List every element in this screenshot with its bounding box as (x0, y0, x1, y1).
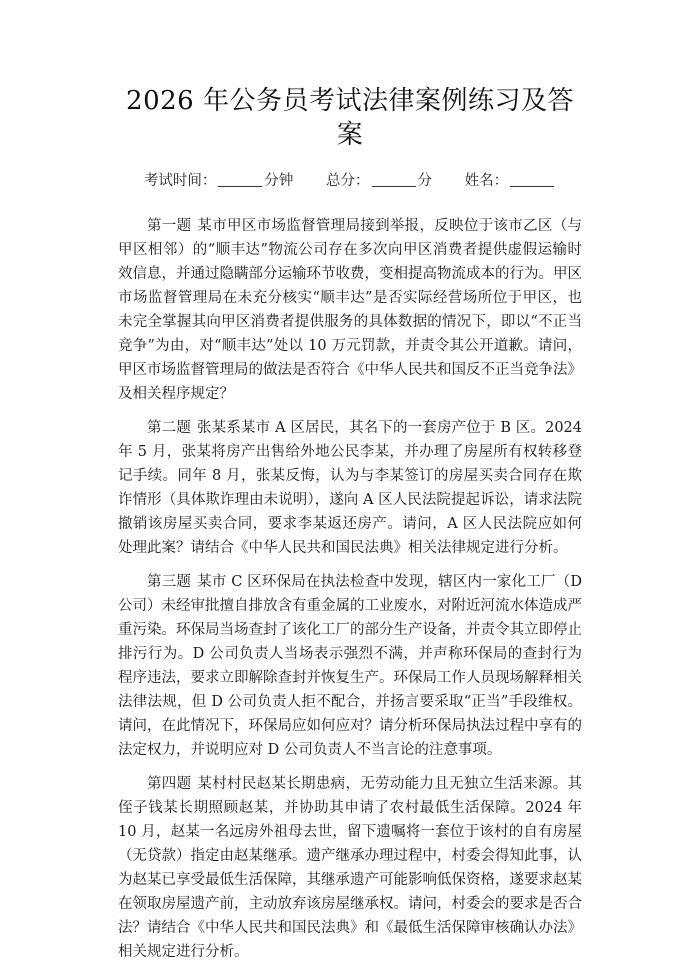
exam-time-field (144, 170, 294, 192)
question-number: 第二题 (147, 420, 191, 436)
question-1 (118, 214, 582, 406)
name-label: 姓名： (464, 173, 509, 189)
name-blank (510, 172, 554, 187)
total-score-label: 总分： (326, 173, 370, 189)
exam-time-label: 考试时间： (143, 173, 217, 189)
total-score-blank (372, 172, 416, 187)
question-2 (118, 416, 582, 560)
question-number: 第四题 (147, 776, 192, 792)
name-field (465, 170, 557, 192)
question-list (118, 214, 582, 964)
question-text: 张某系某市 A 区居民，其名下的一套房产位于 B 区。2024 年 5 月，张某将房产出售给外地公民李某，并办理了房屋所有权转移登记手续。同年 8 月，张某反悔，认为与李某签订的房屋买卖合同存在欺诈情形（具体欺诈理由未说明），遂向 A 区人民法院提起诉讼，请求法院撤销该房屋买卖合同，要求李某返还房产。请问，A 区人民法院应如何处理此案？请结合《中华人民共和国民法典》相关法律规定进行分析。 (118, 420, 583, 556)
exam-time-blank (218, 172, 262, 187)
document-title: 2026 年公务员考试法律案例练习及答案 (126, 86, 574, 150)
question-3 (118, 570, 582, 762)
total-score-field (326, 170, 432, 192)
total-score-unit: 分 (417, 173, 432, 189)
question-text: 某市 C 区环保局在执法检查中发现，辖区内一家化工厂（D 公司）未经审批擅自排放含有重金属的工业废水，对附近河流水体造成严重污染。环保局当场查封了该化工厂的部分生产设备，并责令其立即停止排污行为。D 公司负责人当场表示强烈不满，并声称环保局的查封行为程序违法，要求立即解除查封并恢复生产。环保局工作人员现场解释相关法律法规，但 D 公司负责人拒不配合，并扬言要采取“正当”手段维权。请问，在此情况下，环保局应如何应对？请分析环保局执法过程中享有的法定权力，并说明应对 D 公司负责人不当言论的注意事项。 (118, 574, 583, 758)
exam-time-unit: 分钟 (264, 173, 294, 189)
question-number: 第三题 (147, 574, 192, 590)
question-text: 某市甲区市场监督管理局接到举报，反映位于该市乙区（与甲区相邻）的“顺丰达”物流公司存在多次向甲区消费者提供虚假运输时效信息，并通过隐瞒部分运输环节收费，变相提高物流成本的行为。甲区市场监督管理局在未充分核实“顺丰达”是否实际经营场所位于甲区，也未完全掌握其向甲区消费者提供服务的具体数据的情况下，即以“不正当竞争”为由，对“顺丰达”处以 10 万元罚款，并责令其公开道歉。请问，甲区市场监督管理局的做法是否符合《中华人民共和国反不正当竞争法》及相关程序规定？ (118, 218, 583, 402)
question-number: 第一题 (147, 218, 192, 234)
question-4 (118, 772, 582, 964)
question-text: 某村村民赵某长期患病，无劳动能力且无独立生活来源。其侄子钱某长期照顾赵某，并协助其申请了农村最低生活保障。2024 年 10 月，赵某一名远房外祖母去世，留下遗嘱将一套位于该村的自有房屋（无贷款）指定由赵某继承。遗产继承办理过程中，村委会得知此事，认为赵某已享受最低生活保障，其继承遗产可能影响低保资格，遂要求赵某在领取房屋遗产前，主动放弃该房屋继承权。请问，村委会的要求是否合法？请结合《中华人民共和国民法典》和《最低生活保障审核确认办法》相关规定进行分析。 (118, 776, 583, 960)
exam-info-line (118, 170, 582, 192)
